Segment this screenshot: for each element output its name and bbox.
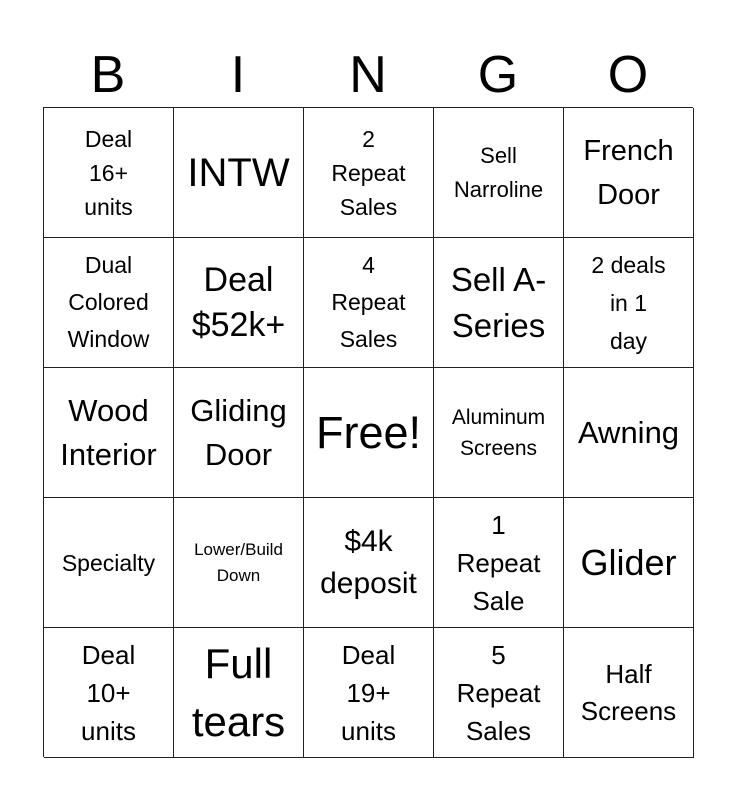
bingo-cell[interactable]: [434, 368, 564, 498]
header-letter-n: N: [349, 46, 387, 104]
header-letter-b: B: [90, 46, 126, 104]
cell-text: $4k deposit: [320, 524, 417, 600]
bingo-cell[interactable]: [304, 108, 434, 238]
cell-text: Full tears: [191, 639, 286, 745]
cell-text: Glider: [580, 542, 677, 583]
bingo-cell[interactable]: [304, 628, 434, 758]
cell-text: French Door: [583, 134, 674, 211]
cell-text: Free!: [315, 406, 422, 458]
cell-text: Lower/Build Down: [194, 539, 283, 585]
cell-text: 5 Repeat Sales: [456, 639, 541, 746]
cell-text: Dual Colored Window: [67, 252, 150, 352]
cell-text: Half Screens: [580, 658, 677, 726]
cell-text: 2 Repeat Sales: [331, 125, 406, 220]
bingo-cell[interactable]: [44, 628, 174, 758]
bingo-cell[interactable]: [44, 368, 174, 498]
bingo-cell[interactable]: [564, 498, 694, 628]
bingo-cell[interactable]: [174, 238, 304, 368]
bingo-cell[interactable]: [434, 498, 564, 628]
cell-text: Deal 10+ units: [81, 639, 136, 746]
cell-text: Sell A- Series: [450, 260, 547, 344]
cell-text: 1 Repeat Sale: [456, 509, 541, 616]
cell-text: Specialty: [61, 549, 156, 576]
bingo-cell[interactable]: [434, 238, 564, 368]
cell-text: 4 Repeat Sales: [331, 252, 406, 352]
bingo-board: [43, 107, 693, 757]
bingo-header: [43, 44, 693, 106]
bingo-cell[interactable]: [44, 238, 174, 368]
header-letter-o: O: [607, 46, 649, 104]
header-letter-i: I: [230, 46, 246, 104]
bingo-cell[interactable]: [304, 368, 434, 498]
cell-text: Aluminum Screens: [451, 405, 546, 460]
bingo-cell[interactable]: [434, 108, 564, 238]
cell-text: Deal 16+ units: [84, 125, 133, 220]
bingo-cell[interactable]: [304, 238, 434, 368]
cell-text: Wood Interior: [60, 392, 157, 472]
bingo-cell[interactable]: [434, 628, 564, 758]
cell-text: INTW: [187, 150, 290, 195]
bingo-cell[interactable]: [174, 628, 304, 758]
bingo-cell[interactable]: [174, 108, 304, 238]
cell-text: Deal $52k+: [191, 260, 286, 344]
cell-text: Gliding Door: [190, 392, 287, 472]
bingo-cell[interactable]: [564, 238, 694, 368]
header-letter-g: G: [477, 46, 519, 104]
cell-text: Deal 19+ units: [341, 639, 396, 746]
bingo-cell[interactable]: [44, 498, 174, 628]
cell-text: Sell Narroline: [453, 142, 544, 202]
bingo-cell[interactable]: [174, 368, 304, 498]
bingo-cell[interactable]: [564, 368, 694, 498]
bingo-cell[interactable]: [564, 628, 694, 758]
cell-text: Awning: [577, 415, 680, 450]
bingo-cell[interactable]: [304, 498, 434, 628]
bingo-cell[interactable]: [174, 498, 304, 628]
cell-text: 2 deals in 1 day: [591, 251, 666, 354]
bingo-cell[interactable]: [564, 108, 694, 238]
bingo-cell[interactable]: [44, 108, 174, 238]
